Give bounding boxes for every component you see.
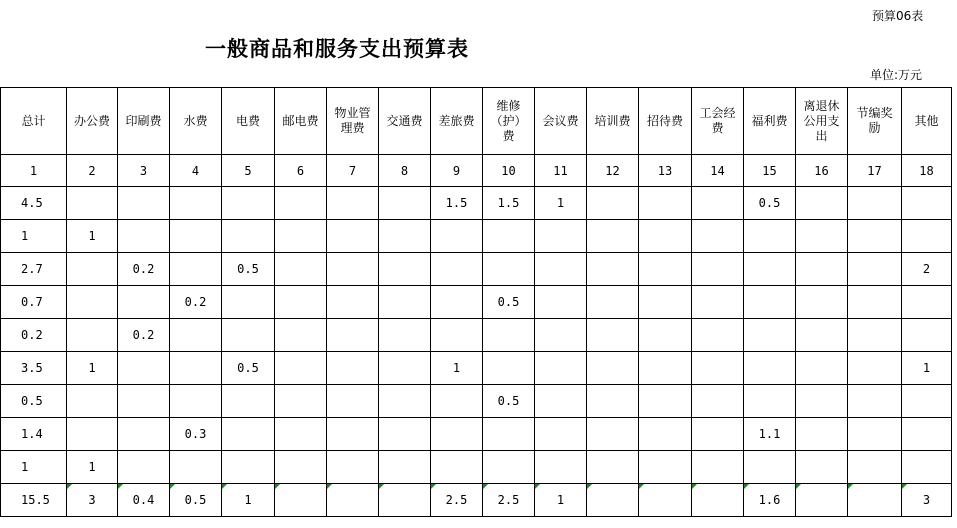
table-cell — [796, 352, 848, 385]
table-cell — [170, 253, 222, 286]
table-cell — [275, 385, 327, 418]
table-cell — [275, 418, 327, 451]
column-number: 11 — [535, 155, 587, 187]
table-cell: 0.7 — [1, 286, 67, 319]
table-cell — [744, 352, 796, 385]
table-cell — [483, 319, 535, 352]
table-cell — [587, 352, 639, 385]
column-header: 水费 — [170, 88, 222, 155]
table-cell — [692, 418, 744, 451]
table-cell — [587, 385, 639, 418]
table-cell: 1.5 — [483, 187, 535, 220]
table-cell — [796, 418, 848, 451]
table-cell — [67, 385, 118, 418]
table-cell — [170, 451, 222, 484]
table-cell: 1.6 — [744, 484, 796, 517]
table-cell — [744, 286, 796, 319]
table-cell — [692, 220, 744, 253]
column-number: 17 — [848, 155, 902, 187]
table-cell — [483, 451, 535, 484]
table-cell — [379, 418, 431, 451]
table-cell — [848, 253, 902, 286]
table-cell — [67, 187, 118, 220]
table-cell — [327, 418, 379, 451]
table-cell — [848, 220, 902, 253]
table-cell — [902, 385, 952, 418]
table-row — [1, 286, 952, 319]
table-cell — [639, 286, 692, 319]
column-header: 离退休 公用支 出 — [796, 88, 848, 155]
table-cell: 0.2 — [1, 319, 67, 352]
column-number: 9 — [431, 155, 483, 187]
table-cell — [535, 418, 587, 451]
budget-table — [0, 87, 952, 517]
table-cell — [639, 451, 692, 484]
column-header: 工会经 费 — [692, 88, 744, 155]
table-cell — [692, 385, 744, 418]
table-cell: 0.2 — [118, 319, 170, 352]
table-cell — [902, 319, 952, 352]
table-cell — [327, 352, 379, 385]
table-cell: 2.5 — [483, 484, 535, 517]
form-code: 预算06表 — [872, 9, 924, 23]
column-number: 5 — [222, 155, 275, 187]
table-cell — [692, 187, 744, 220]
table-cell — [275, 220, 327, 253]
table-cell — [379, 220, 431, 253]
table-row — [1, 418, 952, 451]
table-cell — [379, 484, 431, 517]
table-cell: 15.5 — [1, 484, 67, 517]
table-row — [1, 253, 952, 286]
table-cell — [222, 385, 275, 418]
table-cell — [692, 451, 744, 484]
table-cell — [379, 385, 431, 418]
table-cell: 1 — [535, 484, 587, 517]
table-cell — [535, 286, 587, 319]
column-header: 总计 — [1, 88, 67, 155]
table-cell: 3.5 — [1, 352, 67, 385]
table-cell: 1 — [902, 352, 952, 385]
column-number: 6 — [275, 155, 327, 187]
table-cell — [692, 484, 744, 517]
table-cell — [431, 319, 483, 352]
table-cell: 1.1 — [744, 418, 796, 451]
table-cell — [275, 319, 327, 352]
table-cell: 0.3 — [170, 418, 222, 451]
table-cell — [639, 319, 692, 352]
table-cell — [275, 352, 327, 385]
table-cell: 4.5 — [1, 187, 67, 220]
table-cell — [379, 319, 431, 352]
column-number: 7 — [327, 155, 379, 187]
table-cell — [796, 187, 848, 220]
column-header: 节编奖 励 — [848, 88, 902, 155]
table-cell — [170, 385, 222, 418]
table-cell: 1 — [67, 220, 118, 253]
table-cell — [431, 451, 483, 484]
table-cell — [67, 418, 118, 451]
table-cell — [848, 187, 902, 220]
table-cell — [431, 418, 483, 451]
table-cell — [327, 187, 379, 220]
unit-label: 单位:万元 — [870, 68, 923, 82]
table-cell — [275, 187, 327, 220]
table-cell — [222, 319, 275, 352]
table-cell: 0.5 — [1, 385, 67, 418]
table-cell — [483, 352, 535, 385]
table-cell — [587, 484, 639, 517]
table-cell — [535, 451, 587, 484]
column-number: 2 — [67, 155, 118, 187]
column-header: 办公费 — [67, 88, 118, 155]
table-cell — [587, 286, 639, 319]
table-cell — [744, 319, 796, 352]
table-cell — [744, 451, 796, 484]
table-cell — [118, 451, 170, 484]
column-header: 培训费 — [587, 88, 639, 155]
table-row — [1, 352, 952, 385]
table-cell: 1 — [67, 352, 118, 385]
table-cell — [639, 418, 692, 451]
table-cell — [431, 385, 483, 418]
table-cell — [379, 187, 431, 220]
table-cell — [692, 253, 744, 286]
table-cell — [379, 352, 431, 385]
column-header: 差旅费 — [431, 88, 483, 155]
table-cell — [327, 286, 379, 319]
table-cell — [431, 220, 483, 253]
header-row — [1, 88, 952, 155]
table-cell — [431, 286, 483, 319]
column-number: 16 — [796, 155, 848, 187]
table-cell — [902, 286, 952, 319]
table-cell — [796, 385, 848, 418]
table-cell — [67, 319, 118, 352]
column-header: 招待费 — [639, 88, 692, 155]
column-number: 3 — [118, 155, 170, 187]
column-header: 会议费 — [535, 88, 587, 155]
table-cell — [796, 319, 848, 352]
table-cell — [431, 253, 483, 286]
table-row — [1, 319, 952, 352]
table-cell — [796, 451, 848, 484]
table-cell — [848, 352, 902, 385]
table-cell — [327, 220, 379, 253]
table-cell — [692, 286, 744, 319]
table-cell: 0.5 — [222, 253, 275, 286]
table-cell — [587, 319, 639, 352]
table-cell — [587, 220, 639, 253]
column-number: 10 — [483, 155, 535, 187]
table-cell — [379, 451, 431, 484]
table-cell — [744, 253, 796, 286]
page-title: 一般商品和服务支出预算表 — [205, 36, 469, 61]
table-cell — [639, 352, 692, 385]
table-cell — [275, 451, 327, 484]
table-cell — [587, 253, 639, 286]
table-cell: 2 — [902, 253, 952, 286]
table-cell — [902, 451, 952, 484]
table-cell — [902, 187, 952, 220]
table-cell — [535, 220, 587, 253]
table-cell — [848, 319, 902, 352]
table-cell — [222, 187, 275, 220]
table-cell: 0.4 — [118, 484, 170, 517]
table-cell: 2.5 — [431, 484, 483, 517]
table-cell — [222, 451, 275, 484]
column-number: 14 — [692, 155, 744, 187]
column-header: 交通费 — [379, 88, 431, 155]
table-cell — [848, 286, 902, 319]
table-row — [1, 187, 952, 220]
table-cell — [535, 319, 587, 352]
table-cell: 0.2 — [118, 253, 170, 286]
table-cell — [796, 286, 848, 319]
table-cell — [848, 385, 902, 418]
column-header: 维修 （护） 费 — [483, 88, 535, 155]
table-cell — [483, 253, 535, 286]
column-header: 电费 — [222, 88, 275, 155]
table-cell — [67, 286, 118, 319]
table-cell — [327, 385, 379, 418]
table-cell — [902, 418, 952, 451]
table-cell: 1.5 — [431, 187, 483, 220]
table-cell — [848, 451, 902, 484]
table-cell — [170, 319, 222, 352]
table-cell — [118, 286, 170, 319]
column-number: 18 — [902, 155, 952, 187]
table-cell — [379, 253, 431, 286]
table-cell — [275, 484, 327, 517]
table-cell: 1 — [431, 352, 483, 385]
table-cell — [118, 418, 170, 451]
table-cell — [170, 220, 222, 253]
table-cell: 1 — [1, 451, 67, 484]
table-cell — [535, 253, 587, 286]
table-cell — [639, 385, 692, 418]
table-cell — [118, 220, 170, 253]
table-cell — [848, 484, 902, 517]
table-cell — [327, 319, 379, 352]
table-cell: 1 — [67, 451, 118, 484]
column-number: 12 — [587, 155, 639, 187]
table-row — [1, 484, 952, 517]
table-cell — [222, 286, 275, 319]
table-cell — [744, 220, 796, 253]
table-cell: 1 — [222, 484, 275, 517]
column-number: 15 — [744, 155, 796, 187]
column-header: 物业管 理费 — [327, 88, 379, 155]
table-cell — [639, 253, 692, 286]
column-number: 8 — [379, 155, 431, 187]
table-cell — [483, 418, 535, 451]
table-cell — [692, 352, 744, 385]
table-cell: 1 — [1, 220, 67, 253]
table-cell — [118, 352, 170, 385]
table-cell — [587, 187, 639, 220]
table-cell — [379, 286, 431, 319]
table-cell — [639, 220, 692, 253]
table-cell — [535, 385, 587, 418]
table-cell: 0.2 — [170, 286, 222, 319]
column-number: 1 — [1, 155, 67, 187]
table-cell — [170, 187, 222, 220]
column-header: 邮电费 — [275, 88, 327, 155]
column-header: 印刷费 — [118, 88, 170, 155]
table-cell — [692, 319, 744, 352]
table-cell — [535, 352, 587, 385]
table-cell — [744, 385, 796, 418]
table-cell: 1.4 — [1, 418, 67, 451]
table-cell — [639, 484, 692, 517]
table-cell — [170, 352, 222, 385]
table-cell — [67, 253, 118, 286]
table-cell: 0.5 — [744, 187, 796, 220]
column-header: 其他 — [902, 88, 952, 155]
table-cell — [796, 484, 848, 517]
table-cell — [275, 253, 327, 286]
column-header: 福利费 — [744, 88, 796, 155]
column-number: 13 — [639, 155, 692, 187]
column-number-row — [1, 155, 952, 187]
table-cell — [275, 286, 327, 319]
table-row — [1, 220, 952, 253]
table-cell — [327, 484, 379, 517]
table-cell — [587, 451, 639, 484]
table-cell — [587, 418, 639, 451]
table-cell — [796, 220, 848, 253]
table-cell: 0.5 — [170, 484, 222, 517]
table-cell: 3 — [67, 484, 118, 517]
table-cell — [848, 418, 902, 451]
table-cell — [483, 220, 535, 253]
table-cell — [222, 418, 275, 451]
table-cell: 0.5 — [483, 385, 535, 418]
table-cell — [902, 220, 952, 253]
table-cell — [639, 187, 692, 220]
table-cell — [796, 253, 848, 286]
table-cell: 2.7 — [1, 253, 67, 286]
table-cell — [118, 187, 170, 220]
table-cell: 1 — [535, 187, 587, 220]
table-row — [1, 385, 952, 418]
table-cell: 0.5 — [222, 352, 275, 385]
column-number: 4 — [170, 155, 222, 187]
table-cell — [222, 220, 275, 253]
table-row — [1, 451, 952, 484]
table-cell: 3 — [902, 484, 952, 517]
table-cell: 0.5 — [483, 286, 535, 319]
table-cell — [327, 253, 379, 286]
table-cell — [118, 385, 170, 418]
table-cell — [327, 451, 379, 484]
